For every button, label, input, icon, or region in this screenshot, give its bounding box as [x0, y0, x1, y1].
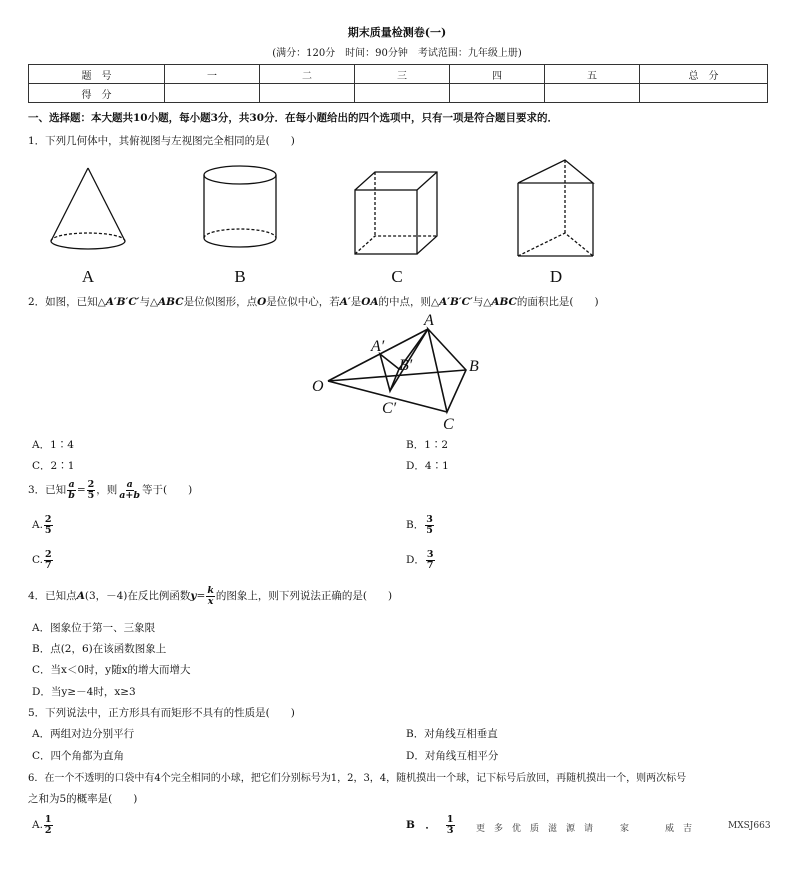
fraction-numerator: a — [68, 479, 75, 490]
fraction-numerator: a — [126, 479, 133, 490]
prism-figure — [518, 160, 593, 256]
question-4-stem — [28, 586, 392, 606]
fraction — [118, 480, 141, 500]
option-a[interactable] — [32, 815, 54, 835]
question-2-figure — [300, 312, 500, 437]
score-input-cell[interactable] — [355, 84, 450, 103]
fraction-numerator: 2 — [45, 549, 52, 560]
option-b[interactable] — [406, 815, 456, 835]
text-part: 2．如图，已知△ — [28, 296, 106, 308]
table-cell: 得 分 — [29, 84, 165, 103]
page-title: 期末质量检测卷(一) — [347, 26, 447, 39]
fraction — [44, 815, 53, 835]
fraction-denominator: 3 — [446, 824, 454, 836]
point-label-c: C — [443, 416, 454, 433]
fraction-denominator: x — [207, 595, 214, 607]
table-cell: 一 — [165, 65, 260, 84]
fraction — [425, 515, 434, 535]
text-part: 是位似图形，点 — [183, 296, 258, 308]
fraction-numerator: 1 — [446, 814, 454, 825]
table-cell: 四 — [450, 65, 545, 84]
option-c[interactable] — [32, 550, 54, 570]
text-part: 的面积比是( ) — [516, 296, 599, 308]
option-c[interactable]: C．当x＜0时，y随x的增大而增大 — [32, 664, 191, 676]
text-part: OA — [361, 296, 379, 308]
score-table — [28, 64, 768, 103]
text-part: 与△ — [139, 296, 159, 308]
fraction-denominator: 5 — [87, 489, 95, 501]
point-label-o: O — [312, 378, 324, 395]
fraction — [206, 586, 215, 606]
text-part: A — [76, 590, 85, 602]
score-table-header-row — [29, 65, 768, 84]
option-letter: A. — [32, 519, 43, 531]
figure-label-b: B — [234, 267, 246, 286]
table-cell: 三 — [355, 65, 450, 84]
text-part: A′ — [339, 296, 351, 308]
question-3-stem — [28, 480, 192, 500]
option-a[interactable]: A．1∶4 — [32, 439, 74, 451]
fraction-denominator: 5 — [426, 524, 433, 536]
fraction-denominator: 7 — [426, 559, 434, 571]
fraction-denominator: 7 — [45, 559, 52, 571]
point-label-a: A — [424, 312, 434, 329]
figure-label-c: C — [391, 267, 403, 286]
score-input-cell[interactable] — [450, 84, 545, 103]
point-label-b-prime: B′ — [399, 357, 413, 374]
option-a[interactable]: A．图象位于第一、三象限 — [32, 622, 156, 634]
question-6-stem-line-2: 之和为5的概率是( ) — [28, 793, 138, 805]
text-part: y — [190, 590, 197, 602]
option-a[interactable] — [32, 515, 54, 535]
text-part: 的中点，则△ — [378, 296, 440, 308]
score-input-cell[interactable] — [260, 84, 355, 103]
fraction-numerator: 2 — [44, 514, 52, 525]
question-1-stem: 1．下列几何体中，其俯视图与左视图完全相同的是( ) — [28, 135, 295, 147]
option-b[interactable]: B．1∶2 — [406, 439, 449, 451]
fraction — [67, 480, 76, 500]
footer-code: MXSJ663 — [728, 821, 771, 831]
section-heading: 一、选择题：本大题共10小题，每小题3分，共30分．在每小题给出的四个选项中，只有一项是符合题目要求的． — [28, 112, 559, 124]
option-letter: C. — [32, 554, 43, 566]
option-b[interactable]: B．点(2，6)在该函数图象上 — [32, 643, 167, 655]
question-1-figures — [40, 160, 760, 290]
option-letter: B． — [406, 519, 425, 531]
option-d[interactable]: D．当y≥－4时，x≥3 — [32, 686, 136, 698]
table-cell: 总 分 — [640, 65, 768, 84]
option-letter: B ． — [406, 819, 436, 831]
figure-label-a: A — [81, 267, 95, 286]
score-table-score-row — [29, 84, 768, 103]
cylinder-figure — [204, 166, 276, 247]
text-part: ABC — [491, 296, 517, 308]
fraction-numerator: k — [207, 585, 214, 596]
score-input-cell[interactable] — [545, 84, 640, 103]
fraction-numerator: 3 — [426, 549, 434, 560]
point-label-b: B — [469, 358, 479, 375]
score-input-cell[interactable] — [165, 84, 260, 103]
figure-label-d: D — [549, 267, 563, 286]
option-d[interactable]: D．4∶1 — [406, 460, 449, 472]
exam-info: (满分：120分 时间：90分钟 考试范围：九年级上册) — [272, 48, 522, 59]
text-part: A′B′C′ — [439, 296, 473, 308]
fraction-denominator: a+b — [119, 489, 141, 501]
fraction-numerator: 2 — [87, 479, 95, 490]
text-part: A′B′C′ — [105, 296, 140, 308]
option-c[interactable]: C．四个角都为直角 — [32, 750, 125, 762]
score-input-cell[interactable] — [640, 84, 768, 103]
text-part: = — [196, 590, 206, 602]
option-a[interactable]: A．两组对边分别平行 — [32, 728, 135, 740]
fraction-denominator: 5 — [44, 524, 52, 536]
point-label-c-prime: C′ — [382, 400, 397, 417]
fraction — [87, 480, 96, 500]
text-part: 是位似中心，若 — [266, 296, 340, 308]
option-d[interactable]: D．对角线互相平分 — [406, 750, 499, 762]
question-2-stem — [28, 294, 599, 309]
text-part: 与△ — [472, 296, 492, 308]
question-6-stem-line-1: 6．在一个不透明的口袋中有4个完全相同的小球，把它们分别标号为1，2，3，4，随机摸出一个球，记下标号后放回，再随机摸出一个，则两次标号 — [28, 773, 687, 784]
fraction — [44, 550, 53, 570]
table-cell: 题 号 — [29, 65, 165, 84]
point-label-a-prime: A′ — [371, 338, 385, 355]
table-cell: 五 — [545, 65, 640, 84]
cube-figure — [355, 172, 437, 254]
text-part: 3．已知 — [28, 484, 67, 496]
cone-figure — [51, 168, 125, 249]
option-b[interactable] — [406, 515, 435, 535]
option-c[interactable]: C．2∶1 — [32, 460, 75, 472]
text-part: 的图象上，则下列说法正确的是( ) — [215, 590, 393, 602]
fraction-numerator: 1 — [44, 814, 52, 825]
text-part: 4．已知点 — [28, 590, 77, 602]
text-part: = — [76, 484, 86, 496]
text-part: 等于( ) — [142, 484, 193, 496]
text-part: 是 — [350, 296, 362, 308]
option-letter: D． — [406, 554, 425, 566]
option-letter: A. — [32, 819, 43, 831]
text-part: (3，－4)在反比例函数 — [84, 590, 191, 602]
fraction-numerator: 3 — [426, 514, 433, 525]
fraction — [426, 550, 435, 570]
table-cell: 二 — [260, 65, 355, 84]
option-b[interactable]: B．对角线互相垂直 — [406, 728, 498, 740]
text-part: ABC — [158, 296, 184, 308]
fraction — [446, 815, 455, 835]
fraction — [44, 515, 53, 535]
footer-watermark: 更 多 优 质 滋 源 请 家 威 吉 — [476, 824, 693, 834]
fraction-denominator: b — [68, 489, 75, 501]
question-5-stem: 5．下列说法中，正方形具有而矩形不具有的性质是( ) — [28, 707, 295, 719]
text-part: ，则 — [96, 484, 118, 496]
option-d[interactable] — [406, 550, 436, 570]
text-part: O — [257, 296, 267, 308]
fraction-denominator: 2 — [44, 824, 52, 836]
